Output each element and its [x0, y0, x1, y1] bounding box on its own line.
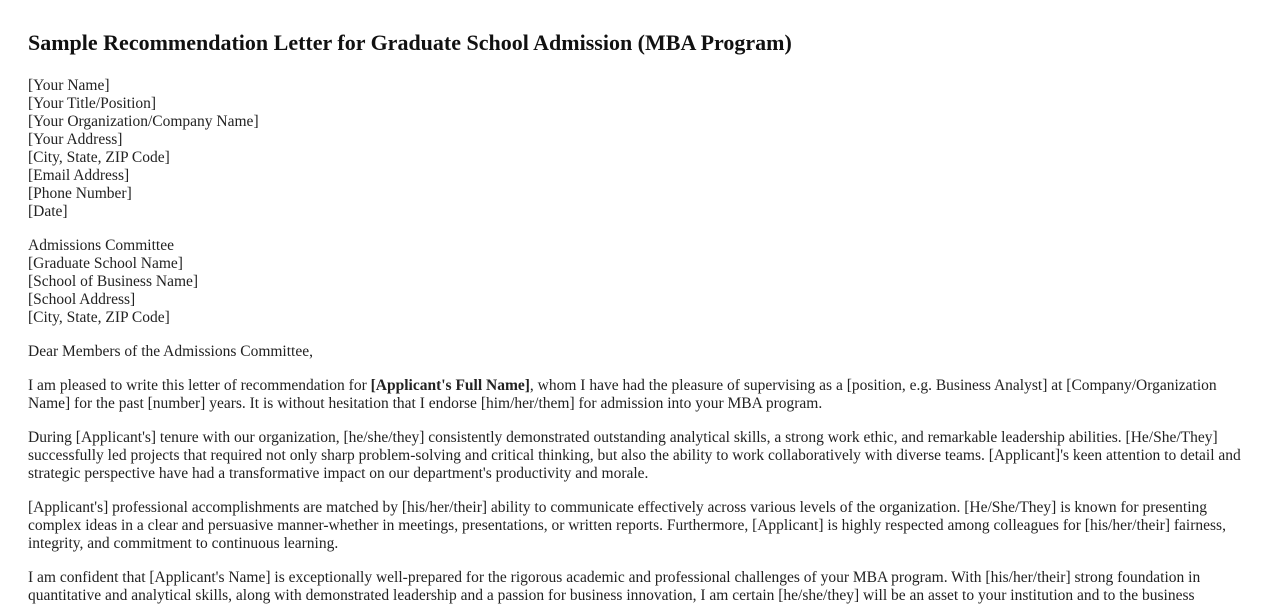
salutation: Dear Members of the Admissions Committee,: [28, 343, 313, 360]
sender-address: [Your Address]: [28, 131, 123, 148]
recipient-committee: Admissions Committee: [28, 237, 174, 254]
letter-date: [Date]: [28, 203, 68, 220]
sender-title: [Your Title/Position]: [28, 95, 157, 112]
sender-city-state-zip: [City, State, ZIP Code]: [28, 149, 170, 166]
sender-name: [Your Name]: [28, 77, 110, 94]
recipient-business-school: [School of Business Name]: [28, 273, 199, 290]
paragraph-intro: [28, 377, 1250, 413]
paragraph-confidence: I am confident that [Applicant's Name] is exceptionally well-prepared for the rigorous academic and professional challenges of your MBA program. With [his/her/their] strong foundation in quantitative and analytical skills, along with demonstrated leadership and a passion for business innovation, I am certain [he/she/they] will be an asset to your institution and to the business: [28, 569, 1201, 604]
paragraph-intro-before: I am pleased to write this letter of recommendation for: [28, 377, 371, 394]
paragraph-tenure: During [Applicant's] tenure with our organization, [he/she/they] consistently demonstrated outstanding analytical skills, a strong work ethic, and remarkable leadership abilities. [He/She/They] successfully led projects that required not only sharp problem-solving and critical thinking, but also the ability to work collaboratively with diverse teams. [Applicant]'s keen attention to detail and strategic perspective have had a transformative impact on our department's productivity and morale.: [28, 429, 1241, 482]
recipient-address-block: [28, 237, 1250, 327]
sender-address-block: [28, 77, 1250, 221]
paragraph-intro-after: , whom I have had the pleasure of supervising as a [position, e.g. Business Analyst] at [Company/Organization Name] for the past [number] years. It is without hesitation that I endorse [him/her/them] for admission into your MBA program.: [28, 377, 1217, 412]
sender-organization: [Your Organization/Company Name]: [28, 113, 259, 130]
sender-email: [Email Address]: [28, 167, 130, 184]
recipient-address: [School Address]: [28, 291, 136, 308]
recipient-school: [Graduate School Name]: [28, 255, 183, 272]
sender-phone: [Phone Number]: [28, 185, 132, 202]
page-title: Sample Recommendation Letter for Graduate School Admission (MBA Program): [28, 30, 792, 55]
paragraph-accomplishments: [Applicant's] professional accomplishments are matched by [his/her/their] ability to communicate effectively across various levels of the organization. [He/She/They] is known for presenting complex ideas in a clear and persuasive manner-whether in meetings, presentations, or written reports. Furthermore, [Applicant] is highly respected among colleagues for [his/her/their] fairness, integrity, and commitment to continuous learning.: [28, 499, 1226, 552]
applicant-full-name: [Applicant's Full Name]: [370, 377, 530, 394]
recipient-city-state-zip: [City, State, ZIP Code]: [28, 309, 170, 326]
